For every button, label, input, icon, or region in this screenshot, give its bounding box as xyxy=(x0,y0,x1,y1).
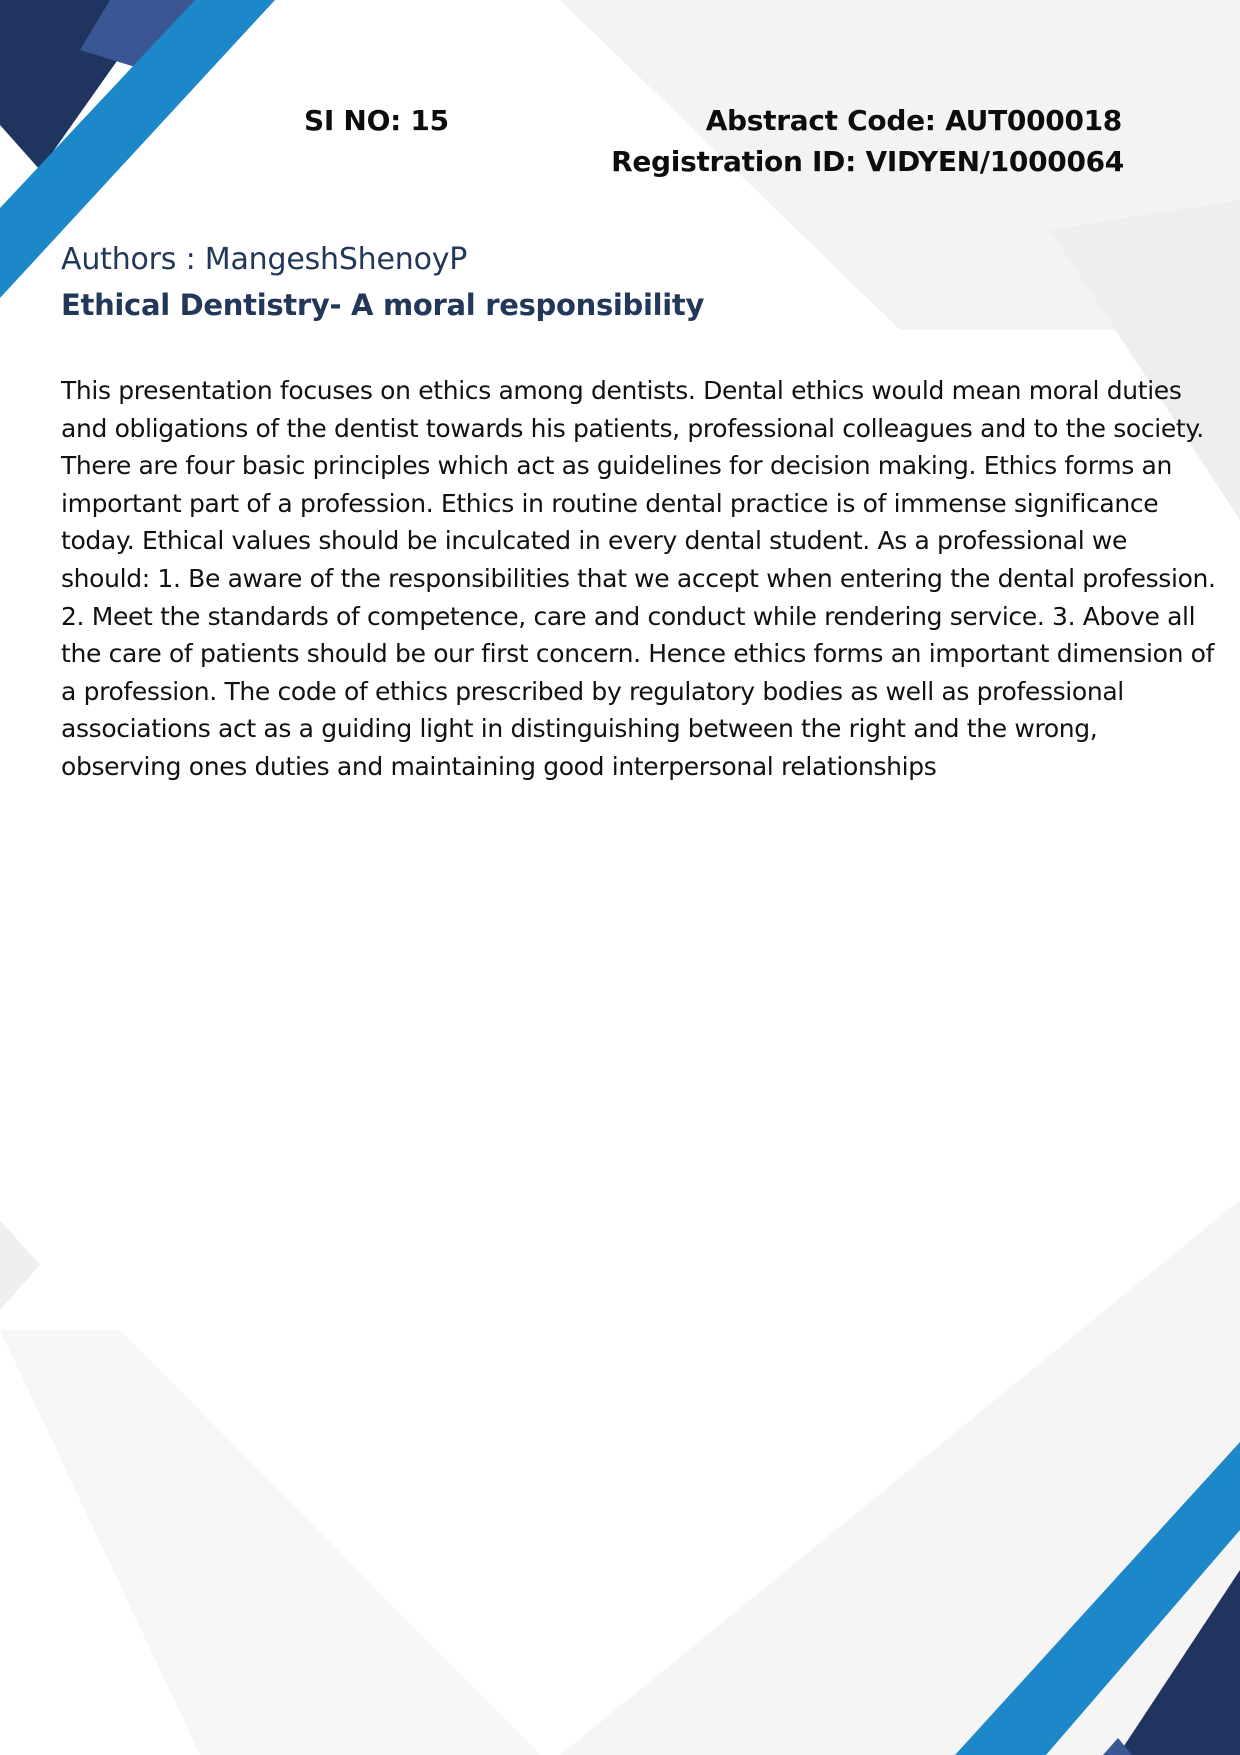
abstract-body: This presentation focuses on ethics among dentists. Dental ethics would mean moral duties and obligations of the dentist towards his patients, professional colleagues and to the society. There are four basic principles which act as guidelines for decision making. Ethics forms an important part of a profession. Ethics in routine dental practice is of immense significance today. Ethical values should be inculcated in every dental student. As a professional we should: 1. Be aware of the responsibilities that we accept when entering the dental profession. 2. Meet the standards of competence, care and conduct while rendering service. 3. Above all the care of patients should be our first concern. Hence ethics forms an important dimension of a profession. The code of ethics prescribed by regulatory bodies as well as professional associations act as a guiding light in distinguishing between the right and the wrong, observing ones duties and maintaining good interpersonal relationships xyxy=(61,376,1216,781)
bg-panel-left xyxy=(0,1220,40,1310)
registration-id: Registration ID: VIDYEN/1000064 xyxy=(611,145,1124,178)
serial-number: SI NO: 15 xyxy=(304,104,449,137)
authors-line: Authors : MangeshShenoyP xyxy=(61,242,468,277)
abstract-title: Ethical Dentistry- A moral responsibility xyxy=(61,288,705,322)
bg-panel-bottom-right xyxy=(560,1200,1240,1755)
abstract-code: Abstract Code: AUT000018 xyxy=(705,104,1122,137)
bg-panel-bottom xyxy=(0,1330,540,1755)
